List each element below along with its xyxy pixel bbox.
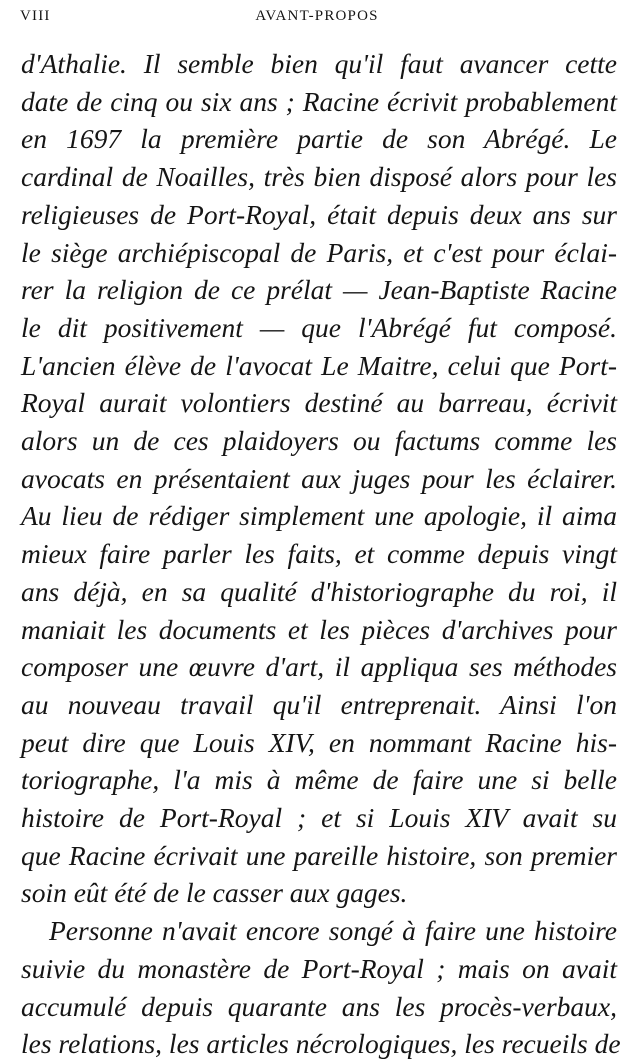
text-line: Personne n'avait encore songé à faire une histoire [49, 915, 617, 947]
page-number: VIII [20, 8, 51, 24]
text-line: que Racine écrivait une pareille histoire, son premier [21, 839, 617, 871]
running-title: AVANT-PROPOS [255, 8, 379, 24]
text-line: d'Athalie. Il semble bien qu'il faut avancer cette [21, 48, 617, 79]
text-line: le siège archiépiscopal de Paris, et c'est pour éclai- [21, 236, 617, 268]
text-line: le dit positivement — que l'Abrégé fut composé. [21, 311, 617, 343]
text-line: suivie du monastère de Port-Royal ; mais on avait [21, 952, 617, 984]
text-line: ans déjà, en sa qualité d'historiographe du roi, il [21, 575, 617, 607]
text-line: Royal aurait volontiers destiné au barreau, écrivit [21, 387, 617, 419]
text-line: alors un de ces plaidoyers ou factums comme les [21, 425, 617, 457]
text-line: cardinal de Noailles, très bien disposé alors pour les [21, 161, 617, 193]
text-line: Au lieu de rédiger simplement une apologie, il aima [21, 500, 617, 532]
text-line: composer une œuvre d'art, il appliqua ses méthodes [21, 651, 617, 683]
page-header [20, 8, 614, 30]
text-line: rer la religion de ce prélat — Jean-Baptiste Racine [21, 274, 617, 306]
text-line: soin eût été de le casser aux gages. [21, 877, 408, 909]
text-line: toriographe, l'a mis à même de faire une si belle [21, 764, 617, 796]
text-line: mieux faire parler les faits, et comme depuis vingt [21, 538, 617, 570]
text-line: au nouveau travail qu'il entreprenait. Ainsi l'on [21, 688, 617, 720]
paragraph-1 [21, 45, 617, 912]
text-line: les relations, les articles nécrologiques, les recueils de [21, 1028, 621, 1060]
body-text [21, 45, 621, 1063]
text-line: en 1697 la première partie de son Abrégé. Le [21, 123, 617, 155]
text-line: histoire de Port-Royal ; et si Louis XIV avait su [21, 802, 617, 834]
text-line: L'ancien élève de l'avocat Le Maitre, celui que Port- [21, 349, 617, 381]
text-line: peut dire que Louis XIV, en nommant Racine his- [21, 726, 617, 758]
text-line: maniait les documents et les pièces d'archives pour [21, 613, 617, 645]
paragraph-2 [21, 912, 621, 1063]
text-line: date de cinq ou six ans ; Racine écrivit probablement [21, 85, 617, 117]
text-line: religieuses de Port-Royal, était depuis deux ans sur [21, 198, 617, 230]
text-line: avocats en présentaient aux juges pour les éclairer. [21, 462, 617, 494]
text-line: accumulé depuis quarante ans les procès-verbaux, [21, 990, 617, 1022]
